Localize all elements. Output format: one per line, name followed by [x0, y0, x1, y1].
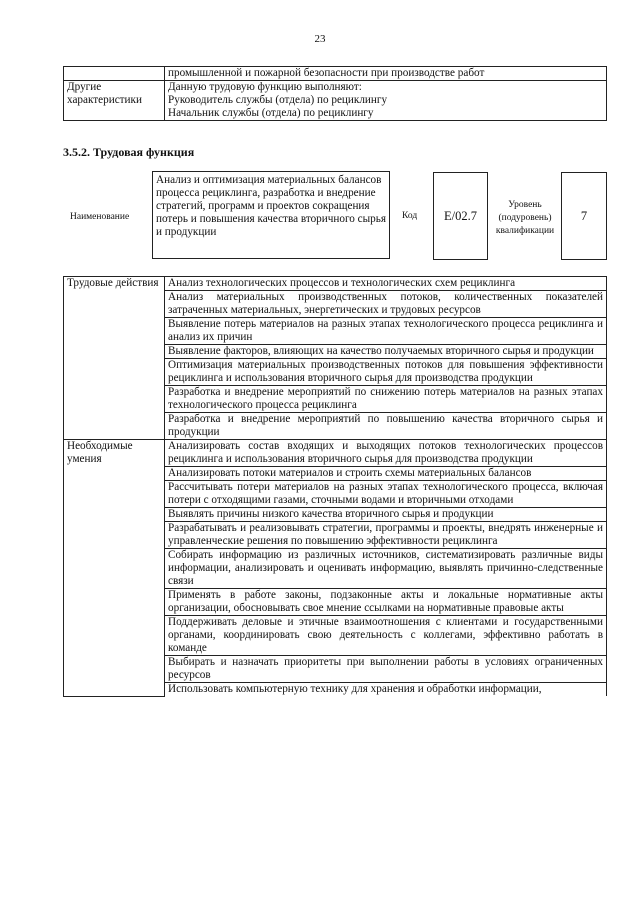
name-label: Наименование [70, 212, 130, 222]
skills-label: Необходимые умения [64, 440, 165, 697]
skill-item: Анализировать состав входящих и выходящих потоков технологических процессов рециклинга и использования вторичного сырья для производства продукции [165, 440, 607, 467]
characteristic-line: Начальник службы (отдела) по рециклингу [168, 107, 374, 119]
skill-item: Выбирать и назначать приоритеты при выполнении работы в условиях ограниченных ресурсов [165, 656, 607, 683]
table-row [64, 67, 607, 81]
code-value-box: E/02.7 [433, 172, 488, 260]
labor-action-item: Выявление потерь материалов на разных этапах технологического процесса рециклинга и анализ их причин [165, 318, 607, 345]
page-number: 23 [314, 33, 326, 45]
labor-action-item: Разработка и внедрение мероприятий по повышению качества вторичного сырья и продукции [165, 413, 607, 440]
characteristic-line: Руководитель службы (отдела) по рециклингу [168, 94, 388, 106]
function-name-box: Анализ и оптимизация материальных балансов процесса рециклинга, разработка и внедрение стратегий, программ и проектов сокращения потерь и повышения качества вторичного сырья и продукции [152, 171, 390, 259]
skill-item: Применять в работе законы, подзаконные акты и локальные нормативные акты организации, обосновывать свое мнение ссылками на нормативные правовые акты [165, 589, 607, 616]
skill-item: Рассчитывать потери материалов на разных этапах технологического процесса, включая потери с отходящими газами, сточными водами и вторичными отходами [165, 481, 607, 508]
table-row [64, 81, 607, 121]
section-heading: 3.5.2. Трудовая функция [63, 145, 195, 159]
skill-item: Выявлять причины низкого качества вторичного сырья и продукции [165, 508, 607, 522]
labor-action-item: Оптимизация материальных производственных потоков для повышения эффективности рециклинга и использования вторичного сырья для производства продукции [165, 359, 607, 386]
labor-action-item: Анализ технологических процессов и технологических схем рециклинга [165, 277, 607, 291]
skill-item: Собирать информацию из различных источников, систематизировать различные виды информации, анализировать и оценивать информацию, выявлять причинно-следственные связи [165, 549, 607, 589]
other-characteristics-content [165, 81, 607, 121]
skill-item: Анализировать потоки материалов и строить схемы материальных балансов [165, 467, 607, 481]
qualification-level-box: 7 [561, 172, 607, 260]
skill-item: Использовать компьютерную технику для хранения и обработки информации, [165, 683, 607, 697]
labor-action-item: Разработка и внедрение мероприятий по снижению потерь материалов на разных этапах технологического процесса рециклинга [165, 386, 607, 413]
code-label: Код [402, 211, 418, 221]
table-row [64, 277, 607, 291]
skill-item: Поддерживать деловые и этичные взаимоотношения с клиентами и государственными органами, координировать свою деятельность с коллегами, эффективно работать в команде [165, 616, 607, 656]
table-row [64, 440, 607, 467]
labor-action-item: Выявление факторов, влияющих на качество получаемых вторичного сырья и продукции [165, 345, 607, 359]
other-characteristics-table [63, 66, 607, 121]
table-cell-empty [64, 67, 165, 81]
characteristic-line: Данную трудовую функцию выполняют: [168, 81, 362, 93]
labor-action-item: Анализ материальных производственных потоков, количественных показателей затраченных материальных, энергетических и трудовых ресурсов [165, 291, 607, 318]
continuation-text: промышленной и пожарной безопасности при производстве работ [165, 67, 607, 81]
qualification-level-label: Уровень (подуровень) квалификации [495, 200, 555, 236]
skill-item: Разрабатывать и реализовывать стратегии, программы и проекты, внедрять инженерные и управленческие решения по повышению эффективности рециклинга [165, 522, 607, 549]
labor-actions-label: Трудовые действия [64, 277, 165, 440]
other-characteristics-label: Другие характеристики [64, 81, 165, 121]
labor-function-table [63, 276, 607, 697]
